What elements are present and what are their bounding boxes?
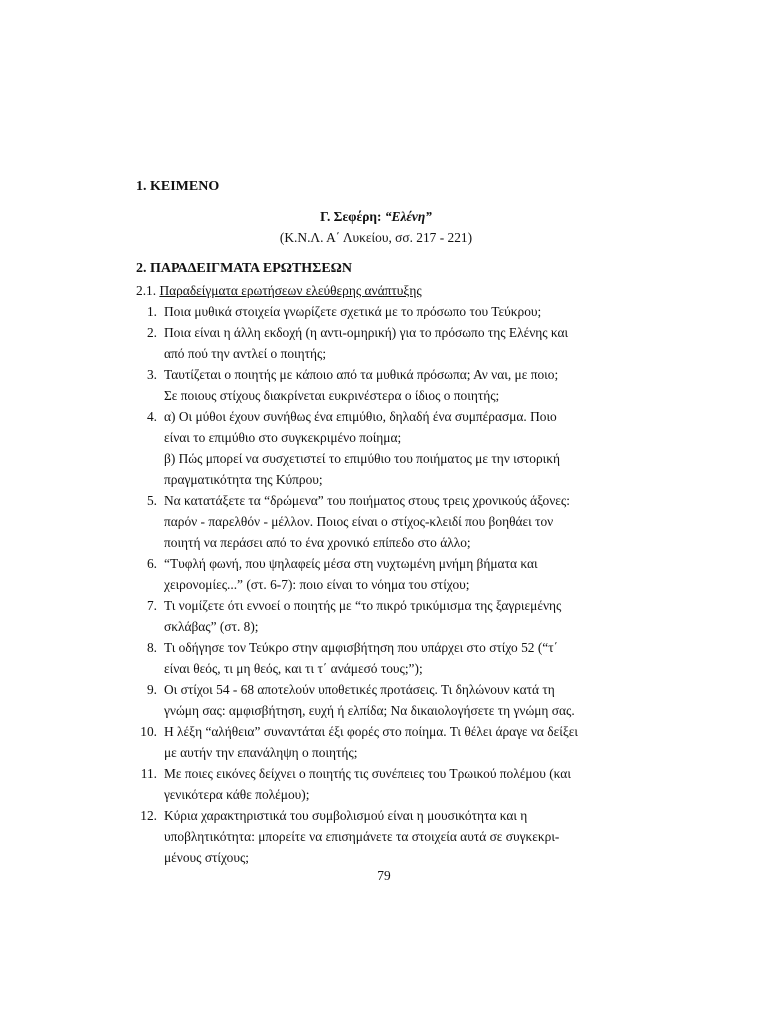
question-text-line: είναι το επιμύθιο στο συγκεκριμένο ποίημα; bbox=[164, 430, 402, 445]
question-text-line: Ποια μυθικά στοιχεία γνωρίζετε σχετικά με το πρόσωπο του Τεύκρου; bbox=[164, 304, 542, 319]
question-item bbox=[136, 364, 616, 406]
question-text-line: είναι θεός, τι μη θεός, και τι τ΄ ανάμεσό τους;”); bbox=[164, 661, 423, 676]
poem-title bbox=[136, 206, 616, 227]
question-item bbox=[136, 322, 616, 364]
poem-source: (Κ.Ν.Λ. Α΄ Λυκείου, σσ. 217 - 221) bbox=[279, 230, 473, 245]
question-number: 1. bbox=[146, 304, 157, 319]
question-list bbox=[136, 301, 616, 868]
question-text-line: Τι οδήγησε τον Τεύκρο στην αμφισβήτηση που υπάρχει στο στίχο 52 (“τ΄ bbox=[164, 640, 559, 655]
question-text-line: β) Πώς μπορεί να συσχετιστεί το επιμύθιο του ποιήματος με την ιστορική bbox=[164, 451, 561, 466]
subsection-number: 2.1. bbox=[136, 283, 160, 298]
question-item bbox=[136, 595, 616, 637]
question-item bbox=[136, 490, 616, 553]
question-text-line: Να κατατάξετε τα “δρώμενα” του ποιήματος στους τρεις χρονικούς άξονες: bbox=[164, 493, 570, 508]
question-number: 12. bbox=[140, 808, 157, 823]
question-text-line: Τι νομίζετε ότι εννοεί ο ποιητής με “το πικρό τρικύμισμα της ξαγριεμένης bbox=[164, 598, 562, 613]
question-number: 2. bbox=[146, 325, 157, 340]
question-text-line: Οι στίχοι 54 - 68 αποτελούν υποθετικές προτάσεις. Τι δηλώνουν κατά τη bbox=[164, 682, 555, 697]
question-item bbox=[136, 679, 616, 721]
question-text-line: α) Οι μύθοι έχουν συνήθως ένα επιμύθιο, δηλαδή ένα συμπέρασμα. Ποιο bbox=[164, 409, 557, 424]
section-heading-questions: 2. ΠΑΡΑΔΕΙΓΜΑΤΑ ΕΡΩΤΗΣΕΩΝ bbox=[136, 261, 352, 276]
question-item bbox=[136, 763, 616, 805]
question-number: 8. bbox=[146, 640, 157, 655]
poem-author: Γ. Σεφέρη: bbox=[320, 209, 385, 224]
subsection-heading bbox=[136, 280, 616, 301]
question-item bbox=[136, 301, 616, 322]
question-text-line: Η λέξη “αλήθεια” συναντάται έξι φορές στο ποίημα. Τι θέλει άραγε να δείξει bbox=[164, 724, 579, 739]
question-number: 7. bbox=[146, 598, 157, 613]
question-text-line: χειρονομίες...” (στ. 6-7): ποιο είναι το νόημα του στίχου; bbox=[164, 577, 470, 592]
question-number: 3. bbox=[146, 367, 157, 382]
question-item bbox=[136, 553, 616, 595]
question-number: 5. bbox=[146, 493, 157, 508]
question-text-line: πραγματικότητα της Κύπρου; bbox=[164, 472, 323, 487]
question-text-line: γενικότερα κάθε πολέμου); bbox=[164, 787, 310, 802]
section-heading-text: 1. ΚΕΙΜΕΝΟ bbox=[136, 179, 220, 194]
question-number: 9. bbox=[146, 682, 157, 697]
question-text-line: “Τυφλή φωνή, που ψηλαφείς μέσα στη νυχτωμένη μνήμη βήματα και bbox=[164, 556, 538, 571]
question-item bbox=[136, 805, 616, 868]
question-item bbox=[136, 721, 616, 763]
question-text-line: ποιητή να περάσει από το ένα χρονικό επίπεδο στο άλλο; bbox=[164, 535, 471, 550]
question-text-line: Ταυτίζεται ο ποιητής με κάποιο από τα μυθικά πρόσωπα; Αν ναι, με ποιο; bbox=[164, 367, 559, 382]
question-text-line: μένους στίχους; bbox=[164, 850, 250, 865]
question-text-line: παρόν - παρελθόν - μέλλον. Ποιος είναι ο στίχος-κλειδί που βοηθάει τον bbox=[164, 514, 554, 529]
question-text-line: σκλάβας” (στ. 8); bbox=[164, 619, 259, 634]
page-number: 79 bbox=[377, 868, 391, 883]
question-number: 4. bbox=[146, 409, 157, 424]
question-number: 6. bbox=[146, 556, 157, 571]
question-text-line: υποβλητικότητα: μπορείτε να επισημάνετε τα στοιχεία αυτά σε συγκεκρι- bbox=[164, 829, 560, 844]
poem-name: “Ελένη” bbox=[384, 209, 432, 224]
question-number: 11. bbox=[140, 766, 157, 781]
subsection-title: Παραδείγματα ερωτήσεων ελεύθερης ανάπτυξης bbox=[159, 283, 422, 298]
question-number: 10. bbox=[140, 724, 157, 739]
question-text-line: Με ποιες εικόνες δείχνει ο ποιητής τις συνέπειες του Τρωικού πολέμου (και bbox=[164, 766, 571, 781]
question-text-line: Κύρια χαρακτηριστικά του συμβολισμού είναι η μουσικότητα και η bbox=[164, 808, 528, 823]
question-text-line: με αυτήν την επανάληψη ο ποιητής; bbox=[164, 745, 358, 760]
question-text-line: Ποια είναι η άλλη εκδοχή (η αντι-ομηρική) για το πρόσωπο της Ελένης και bbox=[164, 325, 569, 340]
question-text-line: από πού την αντλεί ο ποιητής; bbox=[164, 346, 327, 361]
question-text-line: Σε ποιους στίχους διακρίνεται ευκρινέστερα ο ίδιος ο ποιητής; bbox=[164, 388, 500, 403]
question-text-line: γνώμη σας: αμφισβήτηση, ευχή ή ελπίδα; Να δικαιολογήσετε τη γνώμη σας. bbox=[164, 703, 575, 718]
page-content bbox=[136, 176, 616, 868]
question-item bbox=[136, 637, 616, 679]
question-item bbox=[136, 406, 616, 490]
